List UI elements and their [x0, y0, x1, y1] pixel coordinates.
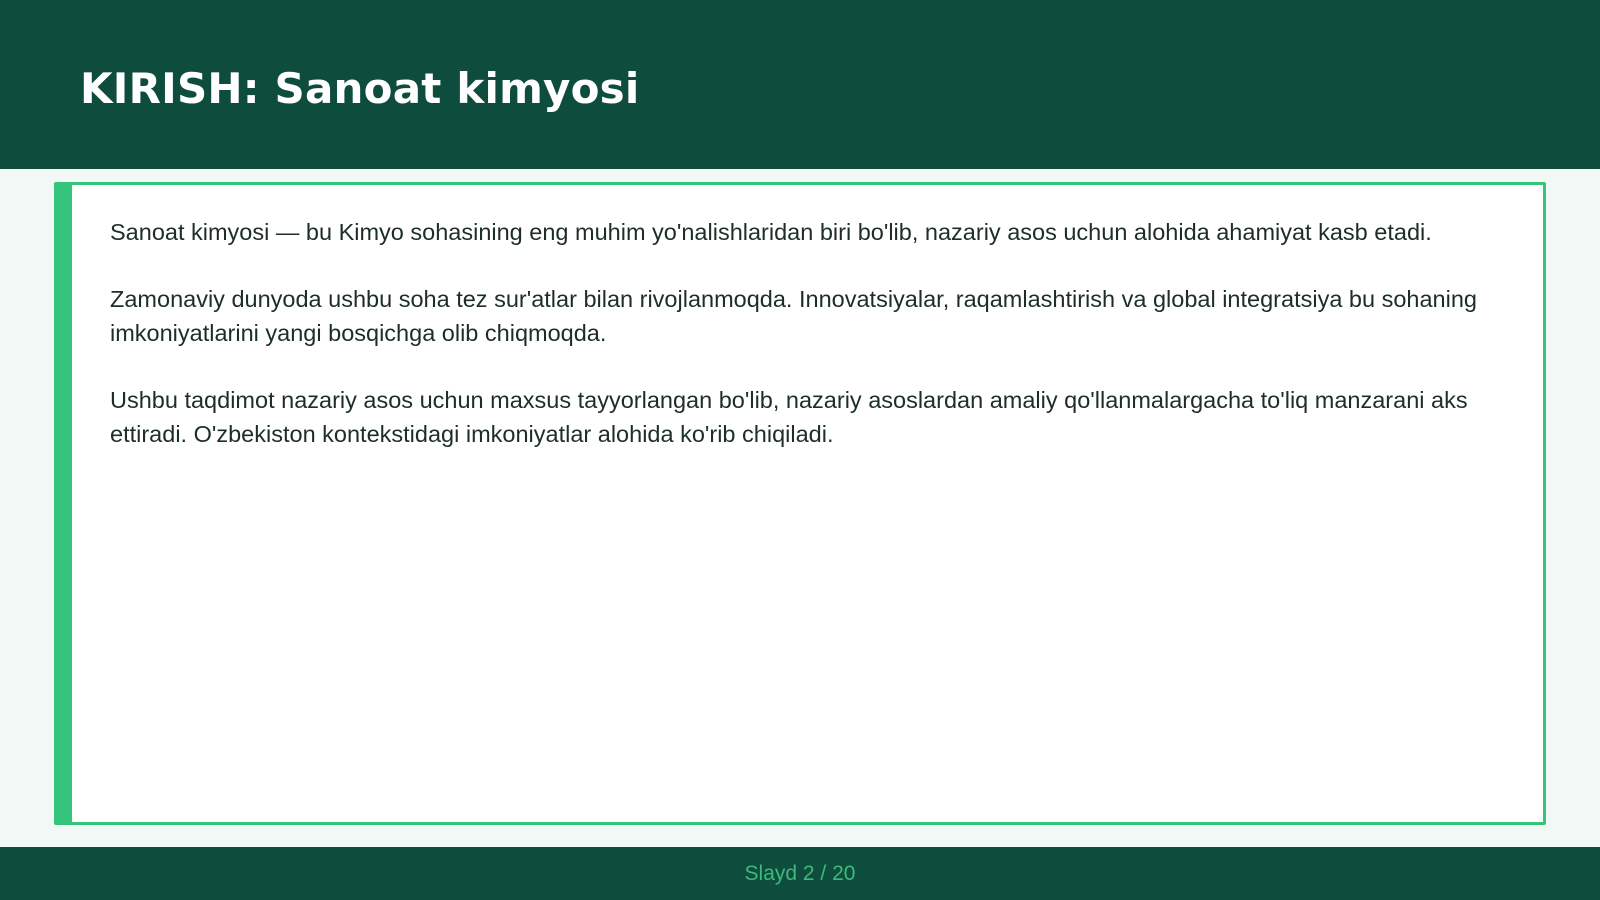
content-card [54, 182, 1546, 825]
paragraph-intro: Sanoat kimyosi — bu Kimyo sohasining eng muhim yo'nalishlaridan biri bo'lib, nazariy asos uchun alohida ahamiyat kasb etadi. [110, 219, 1432, 245]
slide-title: KIRISH: Sanoat kimyosi [80, 64, 640, 113]
slide-header [0, 0, 1600, 169]
content-body [110, 215, 1490, 484]
paragraph-modern-world: Zamonaviy dunyoda ushbu soha tez sur'atlar bilan rivojlanmoqda. Innovatsiyalar, raqamlashtirish va global integratsiya bu sohaning imkoniyatlarini yangi bosqichga olib chiqmoqda. [110, 286, 1477, 346]
slide-footer [0, 847, 1600, 900]
slide-counter: Slayd 2 / 20 [744, 862, 856, 885]
paragraph-presentation-purpose: Ushbu taqdimot nazariy asos uchun maxsus tayyorlangan bo'lib, nazariy asoslardan amaliy qo'llanmalargacha to'liq manzarani aks ettiradi. O'zbekiston kontekstidagi imkoniyatlar alohida ko'rib chiqiladi. [110, 387, 1468, 447]
